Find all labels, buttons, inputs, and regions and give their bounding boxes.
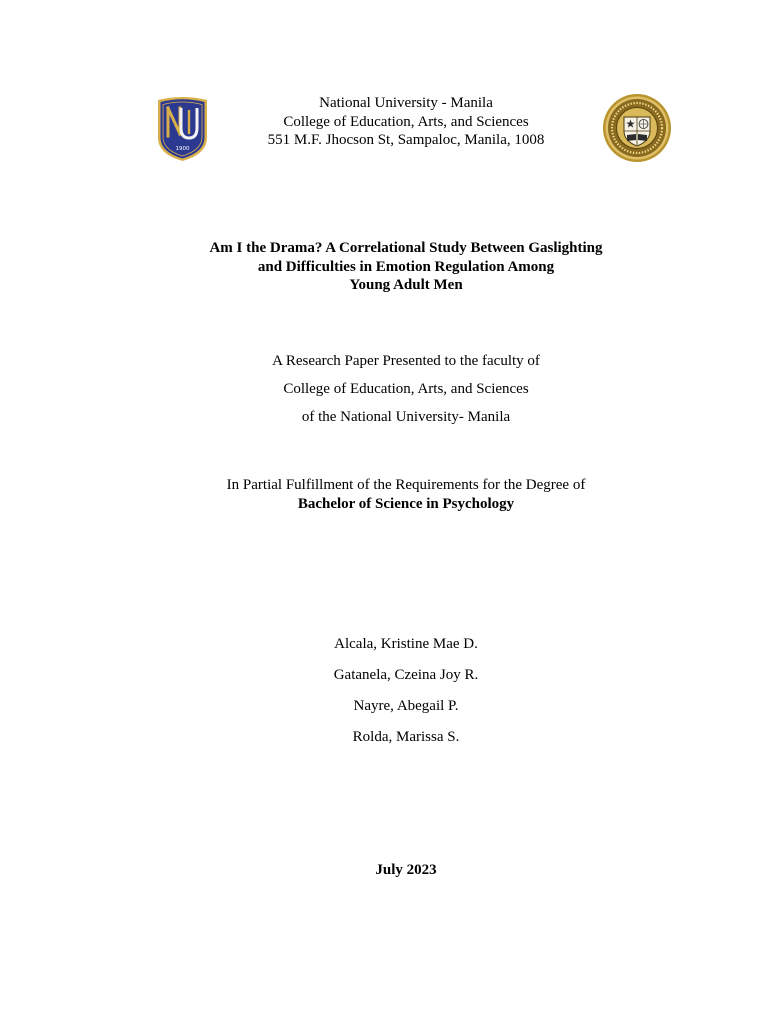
author-name: Nayre, Abegail P. xyxy=(353,698,459,714)
university-name: National University - Manila xyxy=(319,95,493,111)
college-name: College of Education, Arts, and Sciences xyxy=(283,113,529,130)
presented-line-2: College of Education, Arts, and Sciences xyxy=(283,381,529,397)
fulfillment-line: In Partial Fulfillment of the Requirements for the Degree of xyxy=(226,477,586,493)
paper-title xyxy=(22,239,768,295)
presentation-statement xyxy=(22,347,768,431)
presented-line-3: of the National University- Manila xyxy=(301,409,511,425)
author-name: Gatanela, Czeina Joy R. xyxy=(333,667,479,683)
nu-logo-year: 1900 xyxy=(175,146,190,152)
author-name: Rolda, Marissa S. xyxy=(352,729,460,745)
fulfillment-statement xyxy=(22,476,768,513)
presented-line-1: A Research Paper Presented to the faculty of xyxy=(272,353,540,369)
submission-date: July 2023 xyxy=(375,862,437,878)
degree-name: Bachelor of Science in Psychology xyxy=(297,495,515,512)
author-list xyxy=(22,629,768,753)
university-address: 551 M.F. Jhocson St, Sampaloc, Manila, 1008 xyxy=(267,132,545,148)
paper-title-line-3: Young Adult Men xyxy=(349,277,463,293)
author-name: Alcala, Kristine Mae D. xyxy=(334,636,478,652)
paper-title-line-2: and Difficulties in Emotion Regulation Among xyxy=(257,258,555,275)
college-seal-icon xyxy=(602,93,672,163)
paper-title-line-1: Am I the Drama? A Correlational Study Between Gaslighting xyxy=(209,240,603,256)
